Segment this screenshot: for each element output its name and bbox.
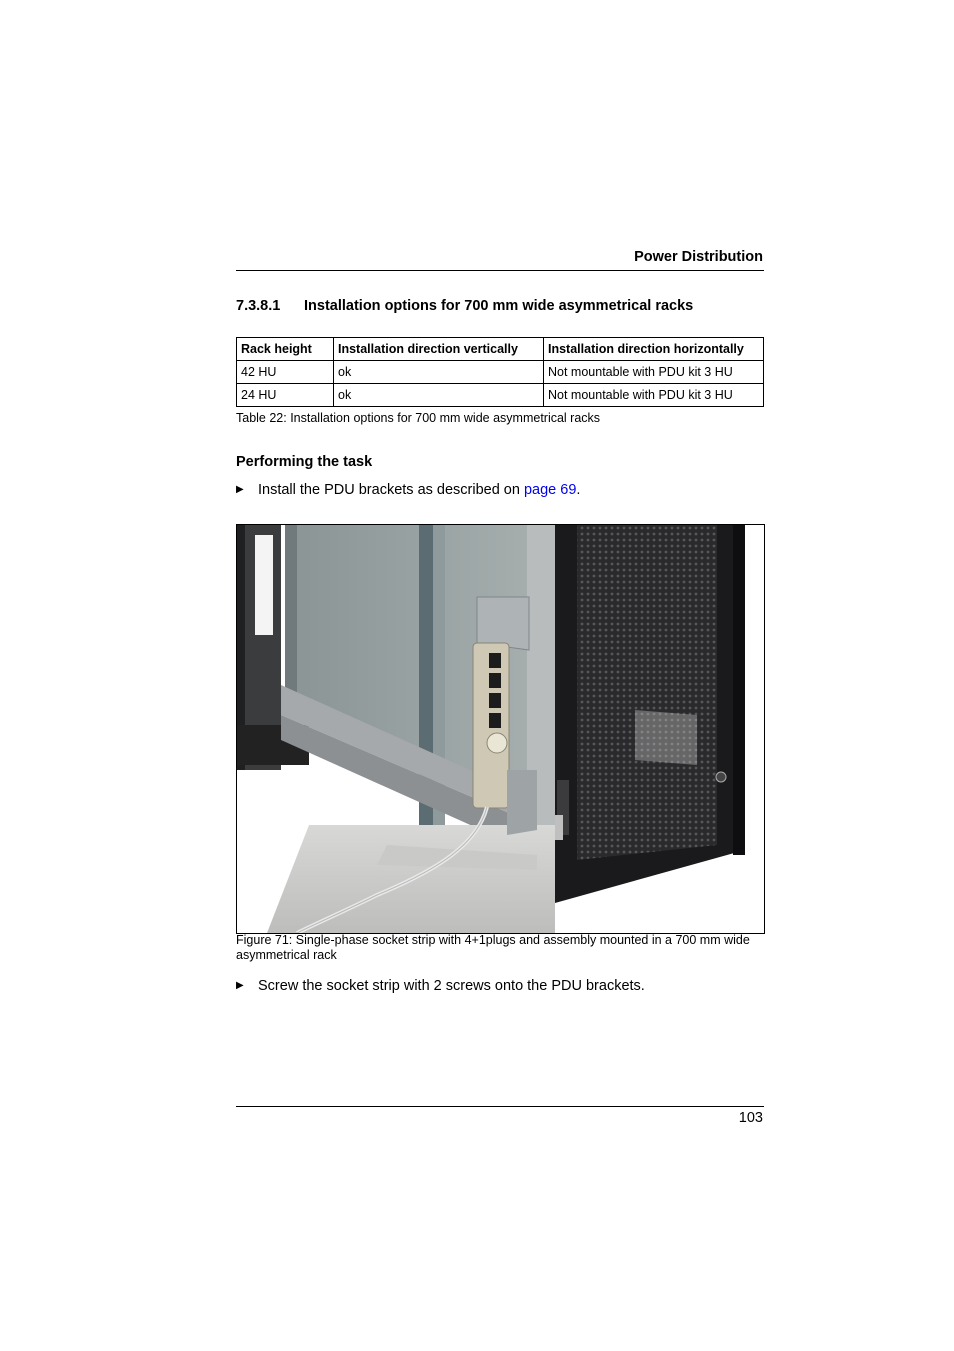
step-install-brackets xyxy=(236,482,580,498)
table-cell: ok xyxy=(334,384,544,407)
table-header-cell: Installation direction vertically xyxy=(334,338,544,361)
installation-options-table xyxy=(236,337,764,407)
table-row xyxy=(237,361,764,384)
page-69-link[interactable]: page 69 xyxy=(523,482,577,498)
running-header-title: Power Distribution xyxy=(634,249,763,265)
footer-rule xyxy=(236,1106,764,1107)
table-header-row xyxy=(237,338,764,361)
table-row xyxy=(237,384,764,407)
task-heading: Performing the task xyxy=(236,454,373,470)
figure-rack-photo xyxy=(236,524,765,934)
step-screw-strip xyxy=(236,978,645,994)
table-cell: 42 HU xyxy=(237,361,334,384)
figure-caption: Figure 71: Single-phase socket strip with 4+1plugs and assembly mounted in a 700 mm wide asymmetrical rack xyxy=(236,933,750,962)
table-cell: ok xyxy=(334,361,544,384)
page-number: 103 xyxy=(738,1110,763,1126)
section-title: Installation options for 700 mm wide asymmetrical racks xyxy=(304,298,694,314)
step-bullet-icon: ▶ xyxy=(236,484,244,495)
step-text: Screw the socket strip with 2 screws onto the PDU brackets. xyxy=(258,978,645,994)
step-bullet-icon: ▶ xyxy=(236,980,244,991)
section-number: 7.3.8.1 xyxy=(236,298,281,314)
step-suffix: . xyxy=(576,482,581,498)
step-text: Install the PDU brackets as described on xyxy=(258,482,524,498)
table-header-cell: Rack height xyxy=(237,338,334,361)
table-cell: Not mountable with PDU kit 3 HU xyxy=(544,384,764,407)
header-rule xyxy=(236,270,764,271)
section-heading xyxy=(236,298,693,314)
table-caption: Table 22: Installation options for 700 mm wide asymmetrical racks xyxy=(236,411,601,425)
rack-illustration xyxy=(237,525,764,933)
table-header-cell: Installation direction horizontally xyxy=(544,338,764,361)
table-cell: Not mountable with PDU kit 3 HU xyxy=(544,361,764,384)
table-cell: 24 HU xyxy=(237,384,334,407)
